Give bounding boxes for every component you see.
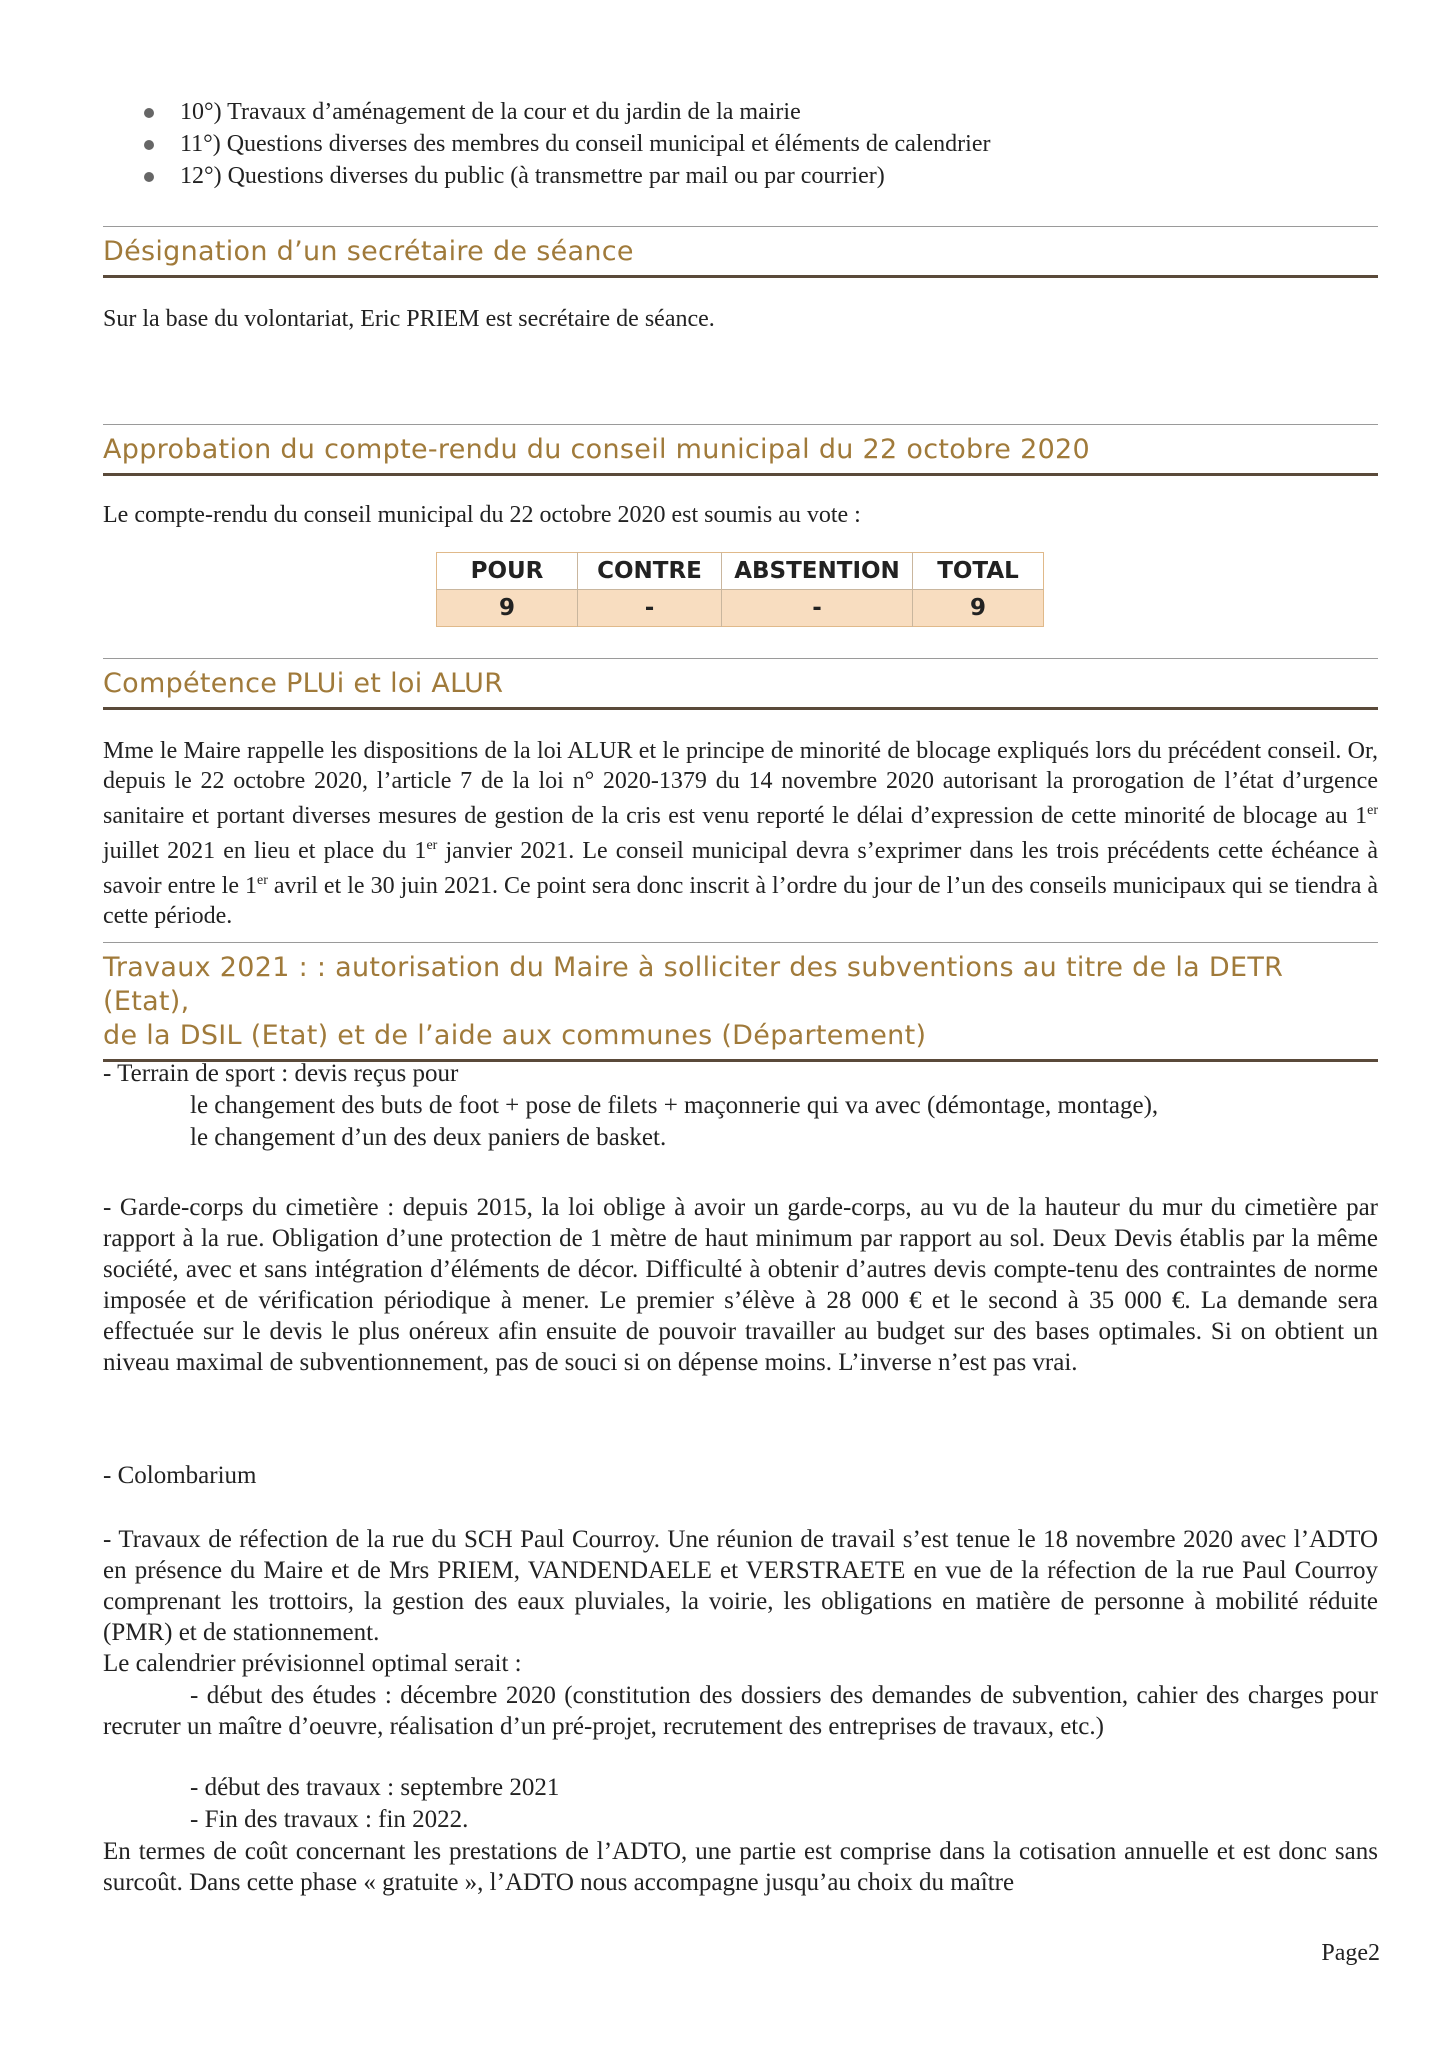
bullet-icon bbox=[144, 140, 154, 150]
sport-item: le changement des buts de foot + pose de filets + maçonnerie qui va avec (démontage, montage), bbox=[190, 1092, 1159, 1119]
calendrier-fin: - Fin des travaux : fin 2022. bbox=[190, 1806, 469, 1833]
approbation-text: Le compte-rendu du conseil municipal du 22 octobre 2020 est soumis au vote : bbox=[103, 502, 861, 528]
page-number: Page2 bbox=[1321, 1940, 1380, 1966]
divider bbox=[103, 275, 1378, 278]
header-contre: CONTRE bbox=[578, 553, 722, 590]
divider bbox=[103, 424, 1378, 425]
vote-table bbox=[436, 552, 1044, 627]
divider bbox=[103, 707, 1378, 710]
table-header-row bbox=[437, 553, 1044, 590]
agenda-item: 12°) Questions diverses du public (à transmettre par mail ou par courrier) bbox=[140, 160, 1370, 192]
bullet-icon bbox=[144, 172, 154, 182]
agenda-list bbox=[140, 96, 1370, 192]
agenda-item: 10°) Travaux d’aménagement de la cour et du jardin de la mairie bbox=[140, 96, 1370, 128]
bullet-icon bbox=[144, 108, 154, 118]
colombarium-text: - Colombarium bbox=[103, 1462, 257, 1489]
section-secretaire bbox=[103, 226, 1378, 278]
plui-text: Mme le Maire rappelle les dispositions de la loi ALUR et le principe de minorité de blocage expliqués lors du précédent conseil. Or, depuis le 22 octobre 2020, l’article 7 de la loi n° 2020-1379 du 14 novembre 2020 autorisant la prorogation de l’état d’urgence sanitaire et portant diverses mesures de gestion de la cris est venu reporté le délai d’expression de cette minorité de blocage au 1er juillet 2021 en lieu et place du 1er janvier 2021. Le conseil municipal devra s’exprimer dans les trois précédents cette échéance à savoir entre le 1er avril et le 30 juin 2021. Ce point sera donc inscrit à l’ordre du jour de l’un des conseils municipaux qui se tiendra à cette période. bbox=[103, 738, 1379, 929]
divider bbox=[103, 226, 1378, 227]
value-total: 9 bbox=[913, 590, 1044, 627]
header-total: TOTAL bbox=[913, 553, 1044, 590]
calendrier-etudes: - début des études : décembre 2020 (constitution des dossiers des demandes de subvention, cahier des charges pour recruter un maître d’oeuvre, réalisation d’un pré-projet, recrutement des entreprises de travaux, etc.) bbox=[103, 1682, 1378, 1740]
section-title: Compétence PLUi et loi ALUR bbox=[103, 668, 504, 699]
table-row bbox=[437, 590, 1044, 627]
section-title: Travaux 2021 : : autorisation du Maire à solliciter des subventions au titre de la DETR (Etat), de la DSIL (Etat) et de l’aide aux communes (Département) bbox=[103, 952, 1284, 1051]
section-plui bbox=[103, 658, 1378, 710]
header-pour: POUR bbox=[437, 553, 578, 590]
rue-courroy-text: - Travaux de réfection de la rue du SCH Paul Courroy. Une réunion de travail s’est tenue le 18 novembre 2020 avec l’ADTO en présence du Maire et de Mrs PRIEM, VANDENDAELE et VERSTRAETE en vue de la réfection de la rue Paul Courroy comprenant les trottoirs, la gestion des eaux pluviales, la voirie, les obligations en matière de personne à mobilité réduite (PMR) et de stationnement. bbox=[103, 1526, 1378, 1646]
calendrier-intro: Le calendrier prévisionnel optimal serait : bbox=[103, 1650, 522, 1677]
section-travaux bbox=[103, 942, 1378, 1062]
garde-corps-text: - Garde-corps du cimetière : depuis 2015, la loi oblige à avoir un garde-corps, au vu de la hauteur du mur du cimetière par rapport à la rue. Obligation d’une protection de 1 mètre de haut minimum par rapport au sol. Deux Devis établis par la même société, avec et sans intégration d’éléments de décor. Difficulté à obtenir d’autres devis compte-tenu des contraintes de norme imposée et de vérification périodique à mener. Le premier s’élève à 28 000 € et le second à 35 000 €. La demande sera effectuée sur le devis le plus onéreux afin ensuite de pouvoir travailler au budget sur des bases optimales. Si on obtient un niveau maximal de subventionnement, pas de souci si on dépense moins. L’inverse n’est pas vrai. bbox=[103, 1194, 1378, 1376]
divider bbox=[103, 942, 1378, 943]
value-contre: - bbox=[578, 590, 722, 627]
calendrier-debut: - début des travaux : septembre 2021 bbox=[190, 1774, 560, 1801]
value-pour: 9 bbox=[437, 590, 578, 627]
section-approbation bbox=[103, 424, 1378, 476]
header-abstention: ABSTENTION bbox=[722, 553, 913, 590]
secretaire-text: Sur la base du volontariat, Eric PRIEM est secrétaire de séance. bbox=[103, 306, 715, 332]
section-title: Désignation d’un secrétaire de séance bbox=[103, 236, 634, 267]
value-abstention: - bbox=[722, 590, 913, 627]
agenda-item: 11°) Questions diverses des membres du conseil municipal et éléments de calendrier bbox=[140, 128, 1370, 160]
cout-text: En termes de coût concernant les prestations de l’ADTO, une partie est comprise dans la cotisation annuelle et est donc sans surcoût. Dans cette phase « gratuite », l’ADTO nous accompagne jusqu’au choix du maître bbox=[103, 1838, 1378, 1896]
section-title: Approbation du compte-rendu du conseil municipal du 22 octobre 2020 bbox=[103, 434, 1091, 465]
sport-intro: - Terrain de sport : devis reçus pour bbox=[103, 1060, 459, 1087]
divider bbox=[103, 473, 1378, 476]
sport-item: le changement d’un des deux paniers de basket. bbox=[190, 1124, 667, 1151]
divider bbox=[103, 658, 1378, 659]
